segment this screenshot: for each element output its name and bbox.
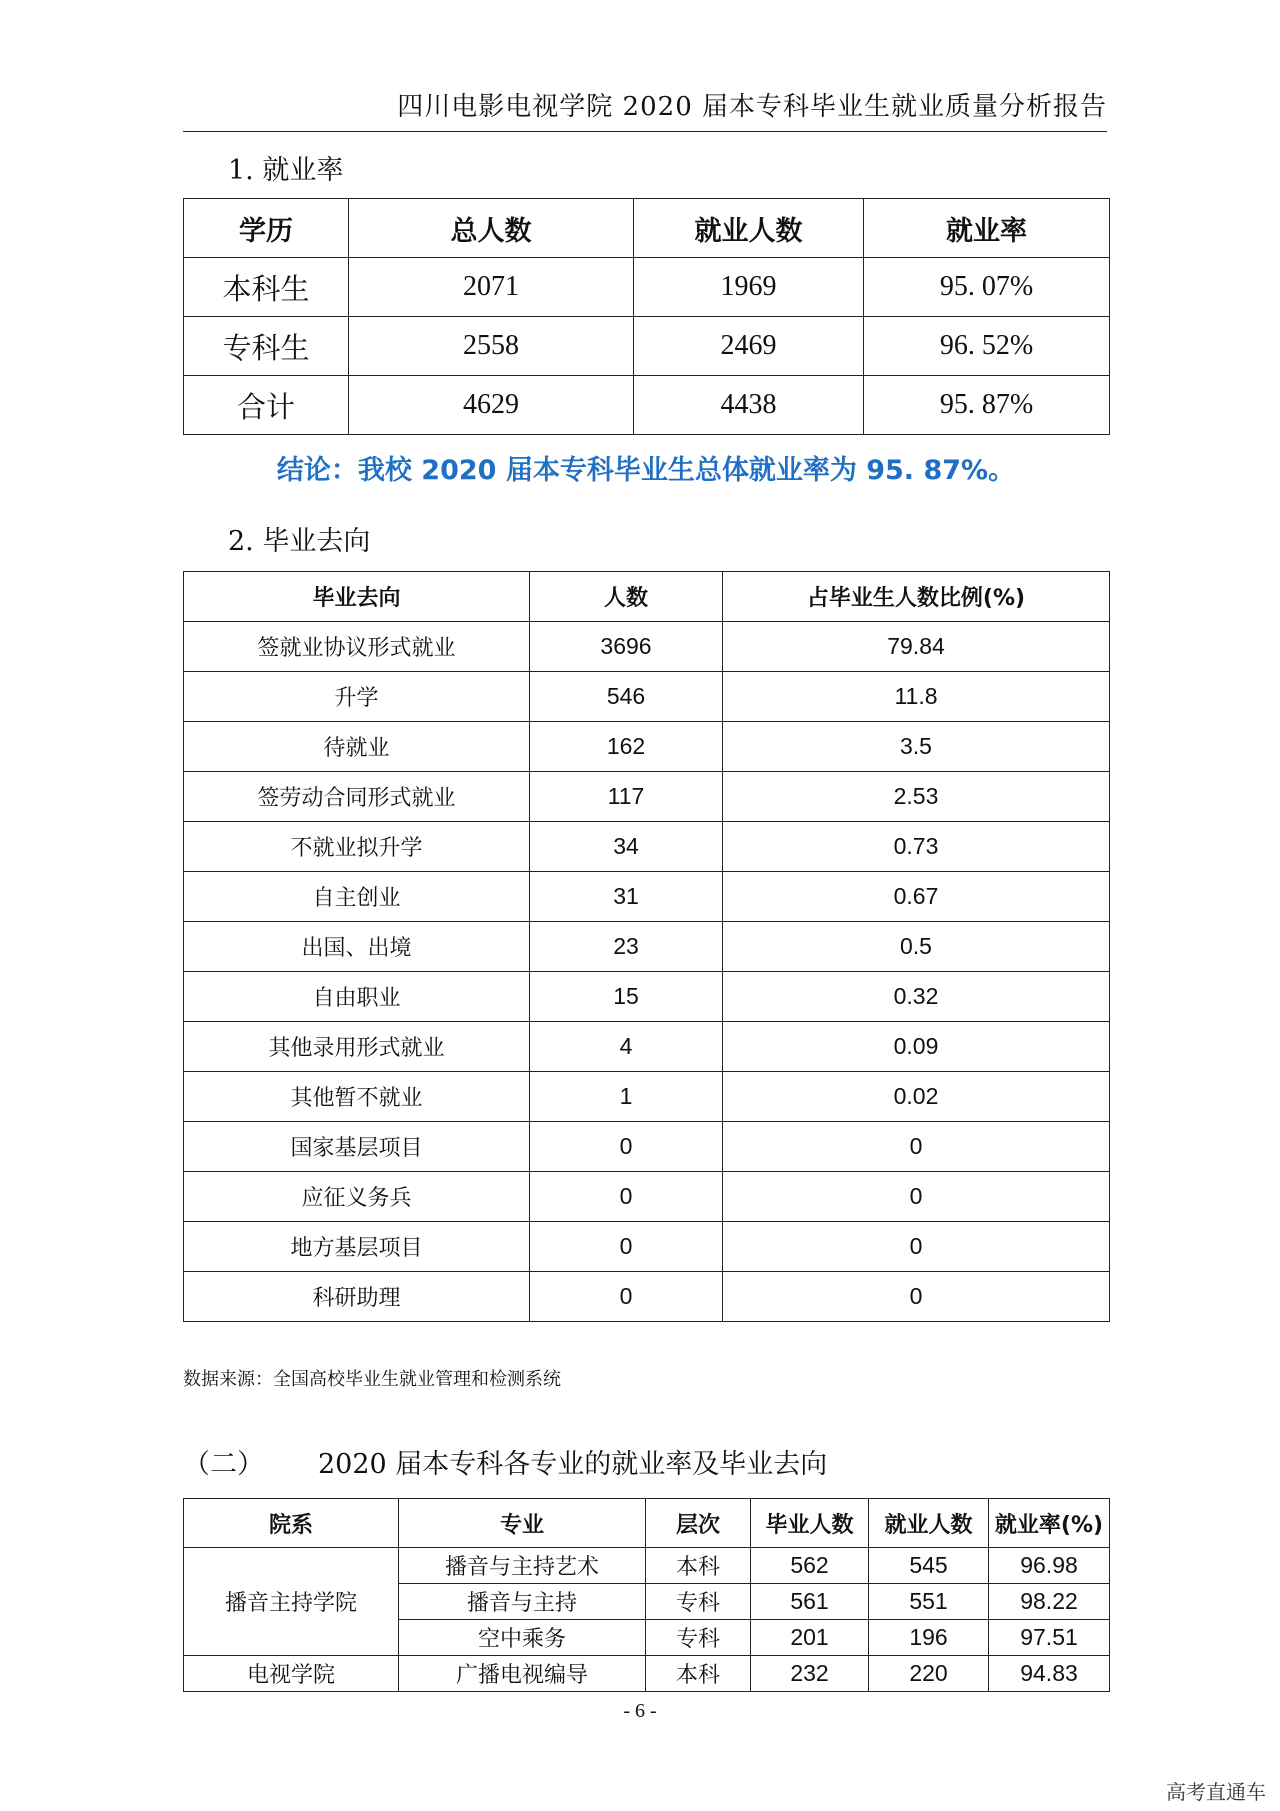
column-header: 占毕业生人数比例(%) (723, 572, 1110, 622)
table-cell: 自由职业 (184, 972, 530, 1022)
table-cell: 95. 87% (864, 376, 1110, 435)
table-cell: 0.67 (723, 872, 1110, 922)
table-cell: 220 (869, 1656, 989, 1692)
table-cell: 232 (751, 1656, 869, 1692)
table-cell: 0 (530, 1122, 723, 1172)
table-cell: 201 (751, 1620, 869, 1656)
table-cell: 出国、出境 (184, 922, 530, 972)
table-cell: 专科生 (184, 317, 349, 376)
table-row (184, 872, 1110, 922)
table-cell: 0 (723, 1122, 1110, 1172)
table-cell: 196 (869, 1620, 989, 1656)
table-row (184, 972, 1110, 1022)
table-row (184, 672, 1110, 722)
table-cell: 其他录用形式就业 (184, 1022, 530, 1072)
table-cell: 98.22 (989, 1584, 1110, 1620)
employment-rate-table (183, 198, 1110, 435)
table-cell: 待就业 (184, 722, 530, 772)
table-cell: 0.5 (723, 922, 1110, 972)
table-cell: 3.5 (723, 722, 1110, 772)
subsection-number: （二） (183, 1449, 264, 1480)
table-row (184, 1122, 1110, 1172)
table-cell: 科研助理 (184, 1272, 530, 1322)
table-cell: 签就业协议形式就业 (184, 622, 530, 672)
column-header: 专业 (399, 1499, 646, 1548)
table-header-row (184, 199, 1110, 258)
table-row (184, 317, 1110, 376)
table-cell: 11.8 (723, 672, 1110, 722)
column-header: 就业人数 (634, 199, 864, 258)
table-row (184, 376, 1110, 435)
table-cell: 2.53 (723, 772, 1110, 822)
table-cell: 国家基层项目 (184, 1122, 530, 1172)
column-header: 就业率 (864, 199, 1110, 258)
table-row (184, 258, 1110, 317)
table-cell: 96. 52% (864, 317, 1110, 376)
column-header: 就业率(%) (989, 1499, 1110, 1548)
table-cell: 31 (530, 872, 723, 922)
table-cell: 地方基层项目 (184, 1222, 530, 1272)
table-cell: 34 (530, 822, 723, 872)
column-header: 学历 (184, 199, 349, 258)
table-cell: 专科 (646, 1620, 751, 1656)
table-cell: 升学 (184, 672, 530, 722)
table-cell: 0 (530, 1172, 723, 1222)
table-row (184, 772, 1110, 822)
table-cell: 3696 (530, 622, 723, 672)
table-cell: 0 (530, 1272, 723, 1322)
table-cell: 1 (530, 1072, 723, 1122)
table-header-row (184, 1499, 1110, 1548)
table-cell: 546 (530, 672, 723, 722)
table-cell: 95. 07% (864, 258, 1110, 317)
table-cell: 162 (530, 722, 723, 772)
table-cell: 1969 (634, 258, 864, 317)
table-cell: 2071 (349, 258, 634, 317)
department-cell: 电视学院 (184, 1656, 399, 1692)
table-cell: 合计 (184, 376, 349, 435)
table-cell: 播音与主持 (399, 1584, 646, 1620)
table-cell: 0 (530, 1222, 723, 1272)
table-cell: 其他暂不就业 (184, 1072, 530, 1122)
table-row (184, 822, 1110, 872)
page-number: - 6 - (623, 1700, 657, 1722)
table-row (184, 1272, 1110, 1322)
column-header: 人数 (530, 572, 723, 622)
table-cell: 0 (723, 1272, 1110, 1322)
table-cell: 广播电视编导 (399, 1656, 646, 1692)
table-cell: 专科 (646, 1584, 751, 1620)
table-cell: 签劳动合同形式就业 (184, 772, 530, 822)
table-row (184, 1172, 1110, 1222)
table-cell: 94.83 (989, 1656, 1110, 1692)
table-row (184, 1548, 1110, 1584)
table-cell: 2469 (634, 317, 864, 376)
table-row (184, 922, 1110, 972)
table-cell: 空中乘务 (399, 1620, 646, 1656)
table-row (184, 1022, 1110, 1072)
table-row (184, 722, 1110, 772)
table-cell: 0.73 (723, 822, 1110, 872)
section-title-employment-rate: 1. 就业率 (228, 155, 344, 186)
column-header: 就业人数 (869, 1499, 989, 1548)
table-cell: 0.32 (723, 972, 1110, 1022)
table-cell: 应征义务兵 (184, 1172, 530, 1222)
watermark: 高考直通车 (1166, 1780, 1266, 1804)
subsection-title-text: 2020 届本专科各专业的就业率及毕业去向 (318, 1449, 828, 1480)
table-cell: 自主创业 (184, 872, 530, 922)
table-cell: 4629 (349, 376, 634, 435)
column-header: 毕业人数 (751, 1499, 869, 1548)
column-header: 层次 (646, 1499, 751, 1548)
table-header-row (184, 572, 1110, 622)
department-cell: 播音主持学院 (184, 1548, 399, 1656)
table-cell: 15 (530, 972, 723, 1022)
table-cell: 本科 (646, 1548, 751, 1584)
column-header: 院系 (184, 1499, 399, 1548)
table-row (184, 622, 1110, 672)
column-header: 总人数 (349, 199, 634, 258)
table-cell: 96.98 (989, 1548, 1110, 1584)
data-source-note: 数据来源：全国高校毕业生就业管理和检测系统 (183, 1369, 561, 1390)
table-cell: 117 (530, 772, 723, 822)
table-cell: 23 (530, 922, 723, 972)
table-cell: 79.84 (723, 622, 1110, 672)
table-cell: 播音与主持艺术 (399, 1548, 646, 1584)
table-cell: 0.09 (723, 1022, 1110, 1072)
table-cell: 0.02 (723, 1072, 1110, 1122)
table-cell: 本科生 (184, 258, 349, 317)
conclusion-text: 结论：我校 2020 届本专科毕业生总体就业率为 95. 87%。 (276, 455, 1016, 486)
column-header: 毕业去向 (184, 572, 530, 622)
table-cell: 561 (751, 1584, 869, 1620)
table-cell: 0 (723, 1172, 1110, 1222)
destination-table (183, 571, 1110, 1322)
major-employment-table (183, 1498, 1110, 1692)
table-cell: 4438 (634, 376, 864, 435)
table-cell: 本科 (646, 1656, 751, 1692)
table-cell: 551 (869, 1584, 989, 1620)
section-title-destination: 2. 毕业去向 (228, 526, 371, 557)
table-row (184, 1656, 1110, 1692)
subsection-title (183, 1442, 827, 1481)
table-row (184, 1222, 1110, 1272)
table-cell: 4 (530, 1022, 723, 1072)
table-cell: 2558 (349, 317, 634, 376)
running-header: 四川电影电视学院 2020 届本专科毕业生就业质量分析报告 (183, 86, 1107, 132)
table-row (184, 1072, 1110, 1122)
table-cell: 562 (751, 1548, 869, 1584)
table-cell: 不就业拟升学 (184, 822, 530, 872)
table-cell: 0 (723, 1222, 1110, 1272)
table-cell: 97.51 (989, 1620, 1110, 1656)
table-cell: 545 (869, 1548, 989, 1584)
